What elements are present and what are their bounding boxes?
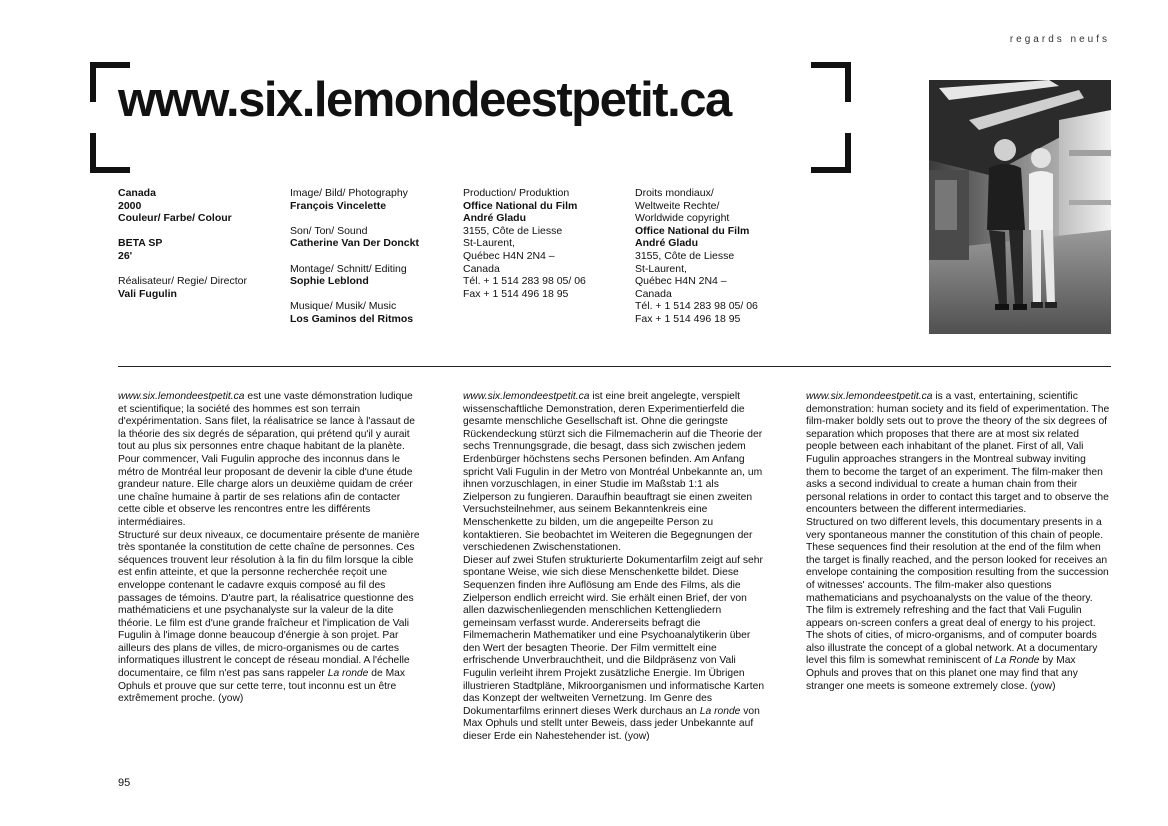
synopsis-german-p2 — [463, 555, 768, 744]
title-reference: www.six.lemondeestpetit.ca — [806, 391, 933, 402]
image-name: François Vincelette — [290, 199, 387, 212]
year: 2000 — [118, 199, 142, 212]
page-number: 95 — [118, 777, 131, 789]
title-bracket-bottom-right — [811, 133, 851, 173]
synopsis-text: ist eine breit angelegte, verspielt wissenschaftliche Demonstration, deren Experimentierfeld die gesamte menschliche Gesellschaft ist. Ohne die geringste Rückendeckung stürzt sich die Filmemacherin auf die Theorie der sechs Trennungsgrade, die besagt, dass sich zwischen jedem Erdenbürger höchstens sechs Personen befinden. Am Anfang spricht Vali Fugulin in der Metro von Montréal Unbekannte an, um ihnen vorzuschlagen, in einer Studie im Maßstab 1:1 als Zielperson zu fungieren. Daraufhin beauftragt sie einen zweiten Versuchsteilnehmer, aus seinem Bekanntenkreis eine Menschenkette zu bilden, um die angepeilte Person zu kontaktieren. Sie beobachtet im Weiteren die Begegnungen der verschiedenen Zwischenstationen. — [463, 391, 763, 554]
synopsis-english-p2 — [806, 517, 1111, 693]
synopsis-text: de Max Ophuls et prouve que sur cette terre, tout inconnu est un être extrêmement proche. (yow) — [118, 668, 406, 705]
sound-name: Catherine Van Der Donckt — [290, 237, 419, 250]
editing-name: Sophie Leblond — [290, 275, 369, 288]
rights-tel: Tél. + 1 514 283 98 05/ 06 — [635, 300, 758, 313]
rights-contact: André Gladu — [635, 237, 699, 250]
film-reference: La ronde — [327, 668, 369, 680]
credits-column-crew — [290, 187, 455, 326]
title-reference: www.six.lemondeestpetit.ca — [463, 391, 590, 402]
title-bracket-top-right — [811, 62, 851, 102]
sound-label: Son/ Ton/ Sound — [290, 224, 368, 237]
rights-address-3: Québec H4N 2N4 – — [635, 275, 727, 288]
synopsis-english — [806, 391, 1111, 693]
rights-fax: Fax + 1 514 496 18 95 — [635, 312, 741, 325]
rights-address-1: 3155, Côte de Liesse — [635, 249, 735, 262]
section-label: regards neufs — [1009, 34, 1110, 45]
film-title: www.six.lemondeestpetit.ca — [118, 73, 731, 127]
music-name: Los Gaminos del Ritmos — [290, 312, 414, 325]
production-fax: Fax + 1 514 496 18 95 — [463, 287, 569, 300]
section-divider — [118, 366, 1111, 367]
production-tel: Tél. + 1 514 283 98 05/ 06 — [463, 275, 586, 288]
synopsis-french — [118, 391, 423, 706]
rights-address-2: St-Laurent, — [635, 262, 687, 275]
synopsis-french-p1 — [118, 391, 423, 530]
production-label: Production/ Produktion — [463, 187, 570, 199]
synopsis-text: est une vaste démonstration ludique et scientifique; la société des hommes est son terrain d'expérimentation. Sans filet, la réalisatrice se lance à l'assaut de la théorie des six degrés de séparation, qui prétend qu'il y aurait tout au plus six personnes entre chaque habitant de la planète. Pour commencer, Vali Fugulin approche des inconnus dans le métro de Montréal leur proposant de devenir la cible d'une étude grandeur nature. Elle charge alors un deuxième quidam de créer une chaîne humaine à partir de ses relations afin de contacter cette cible et observe les rencontres entre les différents intermédiaires. — [118, 391, 415, 528]
production-address-1: 3155, Côte de Liesse — [463, 224, 563, 237]
rights-address-4: Canada — [635, 287, 672, 300]
synopsis-german-p1 — [463, 391, 768, 555]
credits-column-rights — [635, 187, 800, 326]
duration: 26' — [118, 249, 133, 262]
film-still-photo — [929, 80, 1111, 334]
production-address-2: St-Laurent, — [463, 237, 515, 250]
production-address-3: Québec H4N 2N4 – — [463, 249, 555, 262]
rights-label-3: Worldwide copyright — [635, 212, 730, 225]
music-label: Musique/ Musik/ Music — [290, 300, 397, 313]
image-label: Image/ Bild/ Photography — [290, 187, 408, 199]
editing-label: Montage/ Schnitt/ Editing — [290, 262, 407, 275]
synopsis-text: Structuré sur deux niveaux, ce documentaire présente de manière très spontanée la constitution de cette chaîne de personnes. Ces séquences trouvent leur résolution à la fin du film lorsque la cible est enfin atteinte, et que la personne recherchée reçoit une enveloppe contenant le cadavre exquis composé au fil des passages de témoins. D'autre part, la réalisatrice questionne des mathématiciens et une psychanalyste sur la valeur de la dite théorie. Le film est d'une grande fraîcheur et l'implication de Vali Fugulin à l'image donne beaucoup d'énergie à son projet. Par ailleurs des plans de villes, de micro-organismes ou de cartes informatiques illustrent le concept de réseau mondial. A l'échelle documentaire, ce film n'est pas sans rappeler — [118, 529, 420, 680]
video-format: BETA SP — [118, 237, 163, 250]
synopsis-english-p1 — [806, 391, 1111, 517]
director-name: Vali Fugulin — [118, 287, 177, 300]
synopsis-text: Dieser auf zwei Stufen strukturierte Dokumentarfilm zeigt auf sehr spontane Weise, wie sich diese Menschenkette bildet. Diese Sequenzen finden ihre Auflösung am Ende des Films, als die Zielperson endlich erreicht wird. Sie erhält einen Brief, der von allen dazwischenliegenden menschlichen Kettengliedern gemeinsam verfasst wurde. Andererseits befragt die Filmemacherin Mathematiker und eine Psychoanalytikerin über den Wert der besagten Theorie. Der Film vermittelt eine erfrischende Unverbrauchtheit, und die Bildpräsenz von Vali Fugulin verleiht ihrem Projekt zusätzliche Energie. Im Übrigen illustrieren Stadtpläne, Mikroorganismen und informatische Karten das Konzept der weltweiten Vernetzung. Im Genre des Dokumentarfilms erinnert dieses Werk durchaus an — [463, 554, 765, 717]
credits-column-production — [463, 187, 628, 300]
rights-company: Office National du Film — [635, 224, 750, 237]
production-address-4: Canada — [463, 262, 500, 275]
synopsis-text: is a vast, entertaining, scientific demonstration: human society and its field of experimentation. The film-maker boldly sets out to prove the theory of the six degrees of separation which proposes that there are at most six related people between each inhabitant of the planet. First of all, Vali Fugulin approaches strangers in the Montreal subway inviting them to become the target of an experiment. The film-maker then asks a second individual to create a human chain from their personal relations in order to contact this target and to observe the encounters between the different intermediaries. — [806, 391, 1110, 516]
film-reference: La Ronde — [994, 655, 1040, 667]
title-reference: www.six.lemondeestpetit.ca — [118, 391, 245, 402]
color-format: Couleur/ Farbe/ Colour — [118, 212, 232, 225]
production-contact: André Gladu — [463, 212, 527, 225]
synopsis-german — [463, 391, 768, 744]
synopsis-french-p2 — [118, 530, 423, 706]
country: Canada — [118, 187, 156, 199]
credits-column-general — [118, 187, 283, 300]
film-reference: La ronde — [699, 705, 741, 717]
rights-label-1: Droits mondiaux/ — [635, 187, 714, 199]
title-bracket-bottom-left — [90, 133, 130, 173]
synopsis-text: Structured on two different levels, this documentary presents in a very spontaneous manner the constitution of this chain of people. These sequences find their resolution at the end of the film when the target is finally reached, and the person looked for receives an envelope containing the composition resulting from the succession of witnesses' accounts. The film-maker also questions mathematicians and psychoanalysts on the value of the theory. The film is extremely refreshing and the fact that Vali Fugulin appears on-screen confers a great deal of energy to his project. The shots of cities, of micro-organisms, and of computer boards also illustrate the concept of a global network. At a documentary level this film is somewhat reminiscent of — [806, 516, 1109, 667]
director-label: Réalisateur/ Regie/ Director — [118, 275, 247, 288]
production-company: Office National du Film — [463, 199, 578, 212]
synopsis-text: by Max Ophuls and proves that on this planet one may find that any stranger one meets is someone extremely close. (yow) — [806, 655, 1078, 692]
rights-label-2: Weltweite Rechte/ — [635, 199, 720, 212]
synopsis-text: von Max Ophuls und stellt unter Beweis, dass jeder Unbekannte auf dieser Erde ein Nahestehender ist. (yow) — [463, 705, 760, 743]
